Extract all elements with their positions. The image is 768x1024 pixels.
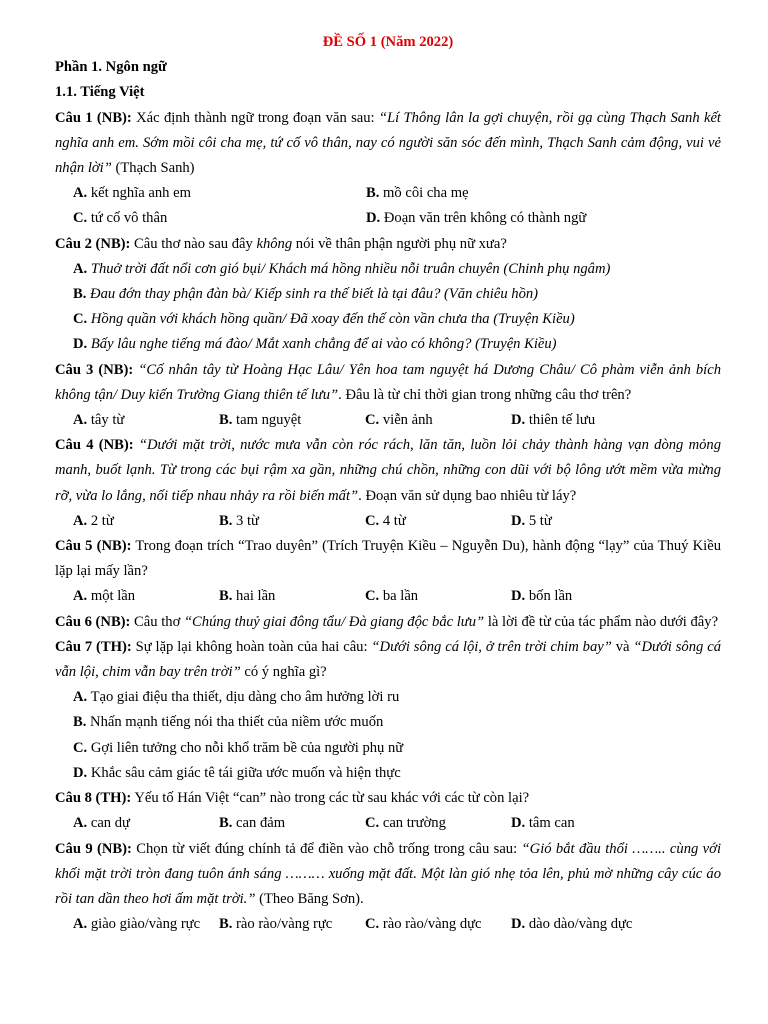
question-emphasis: không [256, 235, 293, 252]
question-6: Câu 6 (NB): Câu thơ “Chúng thuỷ giai đông tẩu/ Đà giang độc bắc lưu” là lời đề từ của tác phẩm nào dưới đây? [55, 613, 719, 630]
option-c[interactable]: C. Gợi liên tưởng cho nỗi khổ trăm bề của người phụ nữ [73, 739, 404, 756]
option-d[interactable]: D. thiên tế lưu [511, 412, 596, 429]
option-c[interactable]: C. Hồng quần với khách hồng quần/ Đã xoay đến thế còn vần chưa tha (Truyện Kiều) [73, 311, 575, 328]
option-b[interactable]: B. 3 từ [219, 512, 259, 529]
exam-page [55, 30, 721, 937]
option-b[interactable]: B. hai lần [219, 588, 276, 605]
question-number: Câu 8 (TH): [55, 790, 132, 807]
option-b[interactable]: B. Đau đớn thay phận đàn bà/ Kiếp sinh ra thế biết là tại đâu? (Văn chiêu hồn) [73, 286, 539, 303]
option-d[interactable]: D. dào dào/vàng dực [511, 916, 633, 933]
option-c[interactable]: C. ba lần [365, 588, 419, 605]
question-quote: “Gió bắt đầu thổi …….. cùng với khối mặt trời tròn đang tuôn ánh sáng ……… xuống mặt đất. Một làn gió nhẹ tỏa lên, phủ mờ những cây cúc áo rồi tan dần theo hơi ấm mặt trời.” [55, 840, 721, 907]
question-2: Câu 2 (NB): Câu thơ nào sau đây không nói về thân phận người phụ nữ xưa? [55, 235, 507, 252]
option-a[interactable]: A. 2 từ [73, 512, 114, 529]
option-a[interactable]: A. Thuở trời đất nổi cơn gió bụi/ Khách má hồng nhiều nỗi truân chuyên (Chinh phụ ngâm) [73, 260, 611, 277]
option-a[interactable]: A. tây từ [73, 412, 125, 429]
question-quote: “Dưới mặt trời, nước mưa vẫn còn róc rách, lăn tăn, luồn lỏi chảy thành hàng vạn dòng mỏng manh, buốt lạnh. Từ trong các bụi rậm xa gần, những chú chồn, những con dũi với bộ lông ướt mềm vừa mừng rỡ, vừa lo lắng, nối tiếp nhau nhảy ra rồi biến mất” [55, 437, 722, 504]
question-number: Câu 9 (NB): [55, 840, 132, 857]
section-heading: 1.1. Tiếng Việt [55, 84, 145, 101]
option-a[interactable]: A. can dự [73, 815, 130, 832]
question-4: Câu 4 (NB): “Dưới mặt trời, nước mưa vẫn còn róc rách, lăn tăn, luồn lỏi chảy thành hàng vạn dòng mỏng manh, buốt lạnh. Từ trong các bụi rậm xa gần, những chú chồn, những con dũi với bộ lông ướt mềm vừa mừng rỡ, vừa lo lắng, nối tiếp nhau nhảy ra rồi biến mất”. Đoạn văn sử dụng bao nhiêu từ láy? [55, 437, 722, 504]
options-row [55, 584, 721, 609]
question-3: Câu 3 (NB): “Cố nhân tây từ Hoàng Hạc Lâu/ Yên hoa tam nguyệt há Dương Châu/ Cô phàm viễn ảnh bích không tận/ Duy kiến Trường Giang thiên tế lưu”. Đâu là từ chỉ thời gian trong những câu thơ trên? [55, 361, 722, 403]
question-5: Câu 5 (NB): Trong đoạn trích “Trao duyên” (Trích Truyện Kiều – Nguyễn Du), hành động “lạy” của Thuý Kiều lặp lại mấy lần? [55, 538, 721, 580]
option-a[interactable]: A. kết nghĩa anh em [73, 185, 191, 202]
question-text: Xác định thành ngữ trong đoạn văn sau: [131, 109, 379, 126]
question-number: Câu 1 (NB): [55, 109, 132, 126]
option-b[interactable]: B. rào rào/vàng rực [219, 916, 333, 933]
question-quote: “Chúng thuỷ giai đông tẩu/ Đà giang độc bắc lưu” [183, 613, 485, 630]
exam-title: ĐỀ SỐ 1 (Năm 2022) [322, 34, 454, 50]
option-c[interactable]: C. viễn ảnh [365, 412, 433, 429]
question-9: Câu 9 (NB): Chọn từ viết đúng chính tả để điền vào chỗ trống trong câu sau: “Gió bắt đầu thổi …….. cùng với khối mặt trời tròn đang tuôn ánh sáng ……… xuống mặt đất. Một làn gió nhẹ tỏa lên, phủ mờ những cây cúc áo rồi tan dần theo hơi ấm mặt trời.” (Theo Băng Sơn). [55, 840, 721, 907]
question-1 [55, 106, 721, 182]
option-b[interactable]: B. Nhấn mạnh tiếng nói tha thiết của niềm ước muốn [73, 714, 384, 731]
options-row [55, 181, 721, 206]
options-row [55, 509, 721, 534]
options-row [55, 912, 721, 937]
option-d[interactable]: D. Khắc sâu cảm giác tê tái giữa ước muốn và hiện thực [73, 764, 401, 781]
question-quote: “Dưới sông cá lội, ở trên trời chim bay” [371, 638, 612, 655]
option-d[interactable]: D. bốn lần [511, 588, 573, 605]
options-row [55, 811, 721, 836]
question-source: (Thạch Sanh) [111, 160, 195, 177]
option-c[interactable]: C. 4 từ [365, 512, 406, 529]
question-number: Câu 3 (NB): [55, 361, 134, 378]
question-number: Câu 2 (NB): [55, 235, 131, 252]
part-heading: Phần 1. Ngôn ngữ [55, 59, 167, 76]
option-d[interactable]: D. tâm can [511, 815, 575, 832]
question-quote: “Cố nhân tây từ Hoàng Hạc Lâu/ Yên hoa tam nguyệt há Dương Châu/ Cô phàm viễn ảnh bích không tận/ Duy kiến Trường Giang thiên tế lưu” [55, 361, 722, 403]
option-b[interactable]: B. can đảm [219, 815, 286, 832]
question-number: Câu 4 (NB): [55, 437, 134, 454]
option-d[interactable]: D. Đoạn văn trên không có thành ngữ [366, 210, 587, 227]
option-b[interactable]: B. tam nguyệt [219, 412, 302, 429]
option-c[interactable]: C. rào rào/vàng dực [365, 916, 482, 933]
question-quote: “Lí Thông lân la gợi chuyện, rồi gạ cùng Thạch Sanh kết nghĩa anh em. Sớm mồi côi cha mẹ, tứ cố vô thân, nay có người săn sóc đến mình, Thạch Sanh cảm động, vui vẻ nhận lời” [55, 109, 721, 177]
option-d[interactable]: D. Bấy lâu nghe tiếng má đào/ Mắt xanh chẳng để ai vào có không? (Truyện Kiều) [73, 336, 557, 353]
question-7: Câu 7 (TH): Sự lặp lại không hoàn toàn của hai câu: “Dưới sông cá lội, ở trên trời chim bay” và “Dưới sông cá vẫn lội, chim vẫn bay trên trời” có ý nghĩa gì? [55, 638, 721, 681]
question-8: Câu 8 (TH): Yếu tố Hán Việt “can” nào trong các từ sau khác với các từ còn lại? [55, 790, 530, 807]
option-b[interactable]: B. mồ côi cha mẹ [366, 185, 469, 202]
question-number: Câu 5 (NB): [55, 538, 132, 555]
option-d[interactable]: D. 5 từ [511, 512, 552, 529]
question-quote: “Dưới sông cá vẫn lội, chim vẫn bay trên trời” [55, 638, 721, 681]
option-a[interactable]: A. Tạo giai điệu tha thiết, dịu dàng cho âm hưởng lời ru [73, 689, 400, 706]
question-number: Câu 7 (TH): [55, 638, 132, 655]
question-number: Câu 6 (NB): [55, 613, 131, 630]
option-a[interactable]: A. một lần [73, 588, 136, 605]
option-c[interactable]: C. tứ cố vô thân [73, 210, 168, 227]
options-row [55, 206, 721, 231]
option-c[interactable]: C. can trường [365, 815, 446, 832]
options-row [55, 408, 721, 433]
option-a[interactable]: A. giào giào/vàng rực [73, 916, 201, 933]
